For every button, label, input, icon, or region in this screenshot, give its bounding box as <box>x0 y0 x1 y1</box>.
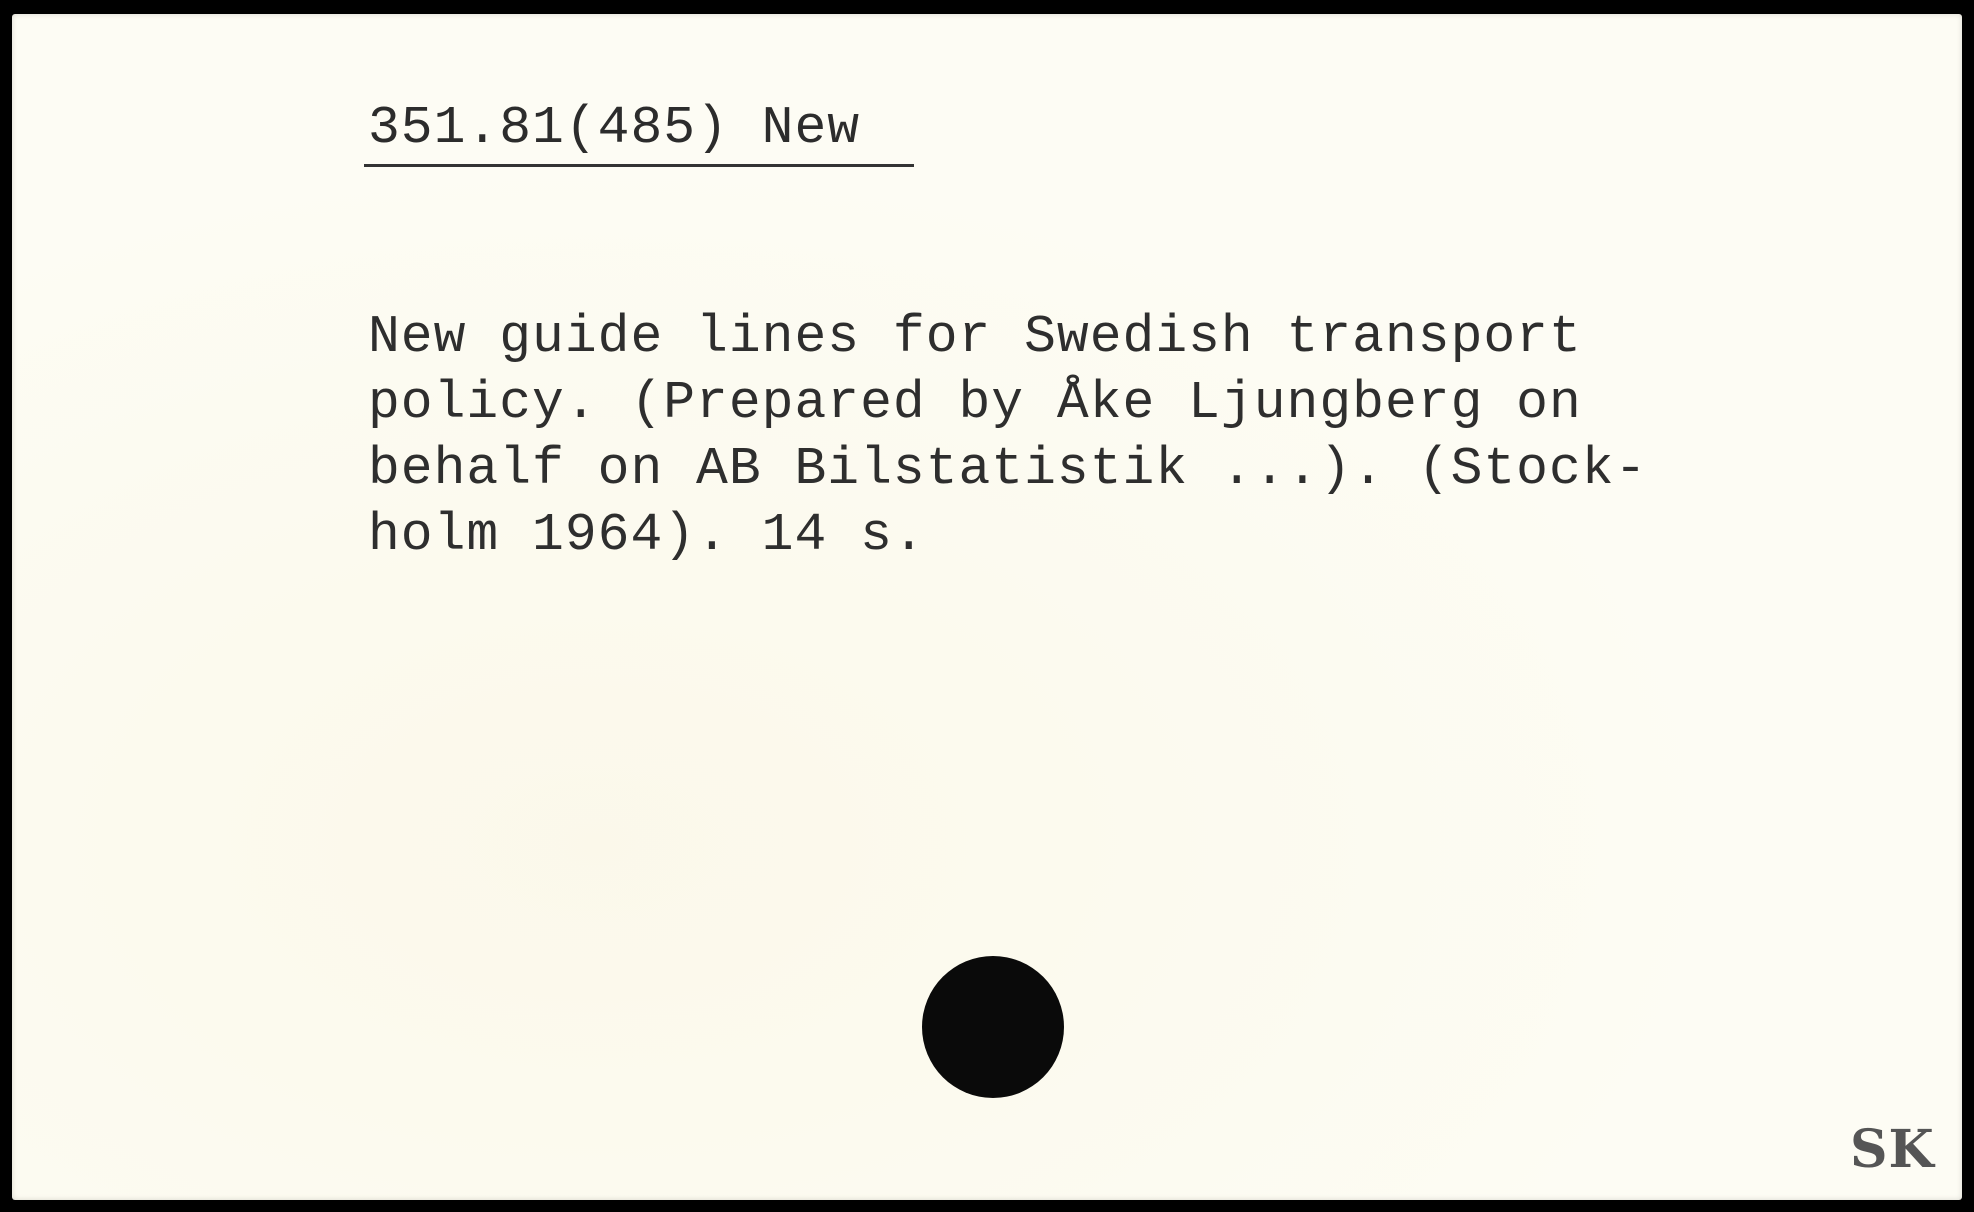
entry-line: policy. (Prepared by Åke Ljungberg on <box>368 373 1582 433</box>
entry-line: holm 1964). 14 s. <box>368 505 926 565</box>
call-number-underline <box>364 164 914 167</box>
bibliographic-entry <box>368 304 1868 568</box>
punch-hole <box>922 956 1064 1098</box>
entry-line: New guide lines for Swedish transport <box>368 307 1582 367</box>
stamp-initials: SK <box>1850 1119 1935 1180</box>
entry-line: behalf on AB Bilstatistik ...). (Stock- <box>368 439 1648 499</box>
call-number: 351.81(485) New <box>368 98 861 158</box>
catalog-card <box>12 14 1962 1200</box>
